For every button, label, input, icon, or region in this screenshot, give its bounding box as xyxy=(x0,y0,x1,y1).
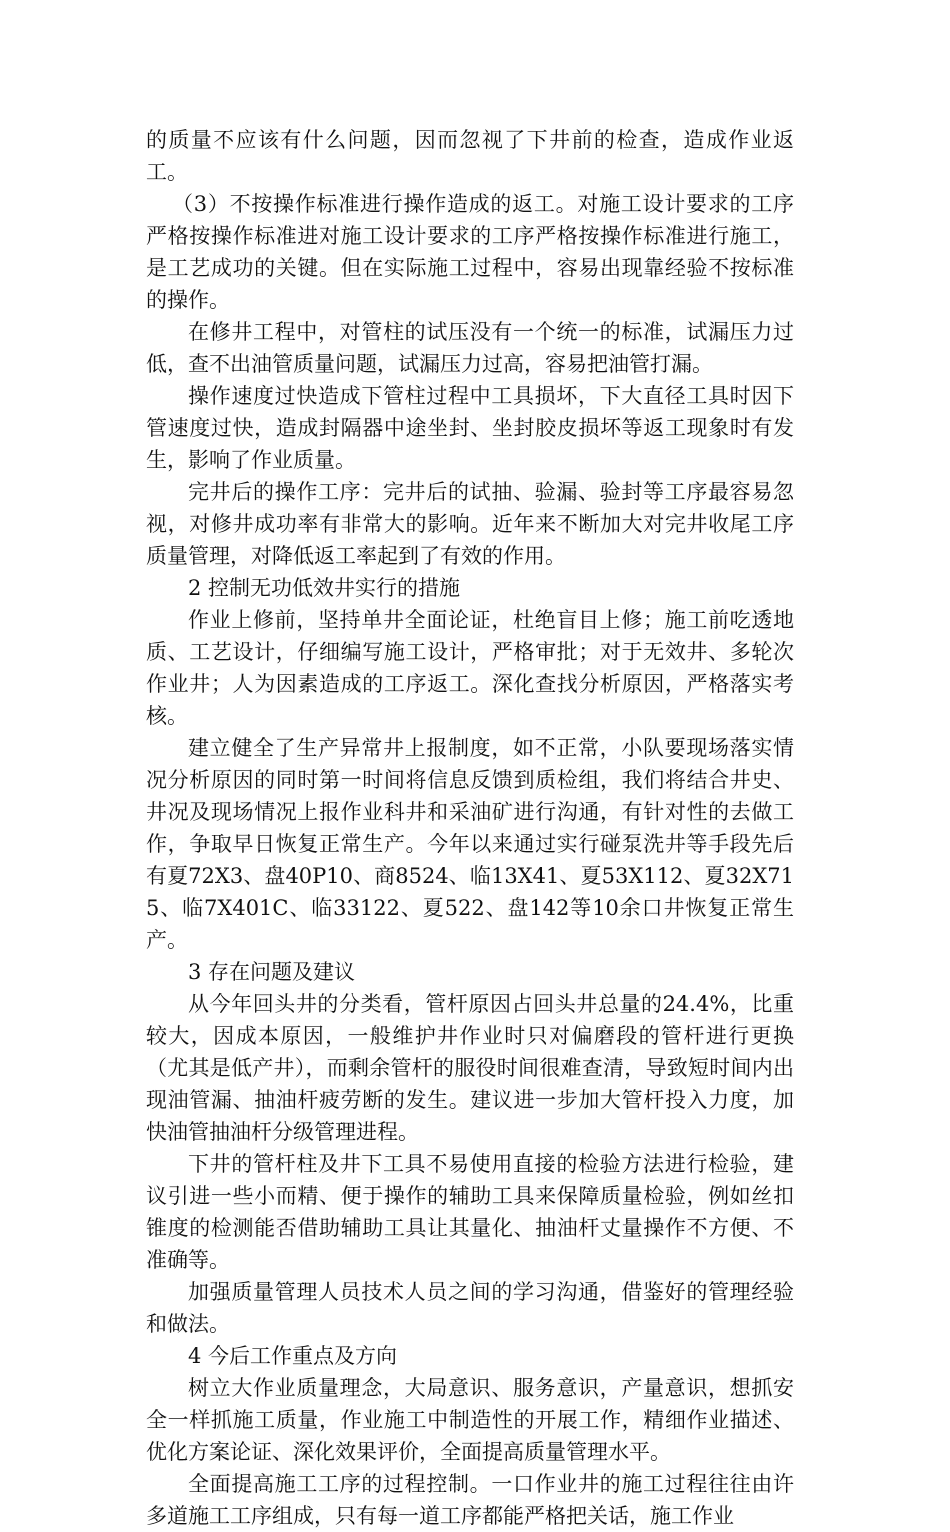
document-page xyxy=(146,124,794,1532)
paragraph-process-control: 全面提高施工工序的过程控制。一口作业井的施工过程往往由许多道施工工序组成，只有每一道工序都能严格把关话，施工作业 xyxy=(146,1472,794,1528)
paragraph-quality-concept: 树立大作业质量理念，大局意识、服务意识，产量意识，想抓安全一样抓施工质量，作业施工中制造性的开展工作，精细作业描述、优化方案论证、深化效果评价，全面提高质量管理水平。 xyxy=(146,1376,794,1464)
paragraph-pre-repair: 作业上修前，坚持单井全面论证，杜绝盲目上修；施工前吃透地质、工艺设计，仔细编写施工设计，严格审批；对于无效井、多轮次作业井；人为因素造成的工序返工。深化查找分析原因，严格落实考核。 xyxy=(146,608,794,728)
paragraph-completion: 完井后的操作工序：完井后的试抽、验漏、验封等工序最容易忽视，对修井成功率有非常大的影响。近年来不断加大对完井收尾工序质量管理，对降低返工率起到了有效的作用。 xyxy=(146,480,794,568)
paragraph-operation-speed: 操作速度过快造成下管柱过程中工具损坏，下大直径工具时因下管速度过快，造成封隔器中途坐封、坐封胶皮损坏等返工现象时有发生，影响了作业质量。 xyxy=(146,384,794,472)
paragraph-pressure-test: 在修井工程中，对管柱的试压没有一个统一的标准，试漏压力过低，查不出油管质量问题，试漏压力过高，容易把油管打漏。 xyxy=(146,320,794,376)
paragraph-communication: 加强质量管理人员技术人员之间的学习沟通，借鉴好的管理经验和做法。 xyxy=(146,1280,794,1336)
paragraph-item-3: （3）不按操作标准进行操作造成的返工。对施工设计要求的工序严格按操作标准进对施工设计要求的工序严格按操作标准进行施工，是工艺成功的关键。但在实际施工过程中，容易出现靠经验不按标准的操作。 xyxy=(146,192,794,312)
section-heading-4: 4 今后工作重点及方向 xyxy=(188,1344,398,1368)
paragraph-rework-classification: 从今年回头井的分类看，管杆原因占回头井总量的24.4%，比重较大，因成本原因，一般维护井作业时只对偏磨段的管杆进行更换（尤其是低产井），而剩余管杆的服役时间很难查清，导致短时间内出现油管漏、抽油杆疲劳断的发生。建议进一步加大管杆投入力度，加快油管抽油杆分级管理进程。 xyxy=(146,992,794,1144)
section-heading-2: 2 控制无功低效井实行的措施 xyxy=(188,576,461,600)
paragraph-reporting-system: 建立健全了生产异常井上报制度，如不正常，小队要现场落实情况分析原因的同时第一时间将信息反馈到质检组，我们将结合井史、井况及现场情况上报作业科井和采油矿进行沟通，有针对性的去做工作，争取早日恢复正常生产。今年以来通过实行碰泵洗井等手段先后有夏72X3、盘40P10、商8524、临13X41、夏53X112、夏32X715、临7X401C、临33122、夏522、盘142等10余口井恢复正常生产。 xyxy=(146,736,794,952)
paragraph-inspection-tools: 下井的管杆柱及井下工具不易使用直接的检验方法进行检验，建议引进一些小而精、便于操作的辅助工具来保障质量检验，例如丝扣锥度的检测能否借助辅助工具让其量化、抽油杆丈量操作不方便、不准确等。 xyxy=(146,1152,794,1272)
paragraph-continuation: 的质量不应该有什么问题，因而忽视了下井前的检查，造成作业返工。 xyxy=(146,128,794,184)
section-heading-3: 3 存在问题及建议 xyxy=(188,960,356,984)
